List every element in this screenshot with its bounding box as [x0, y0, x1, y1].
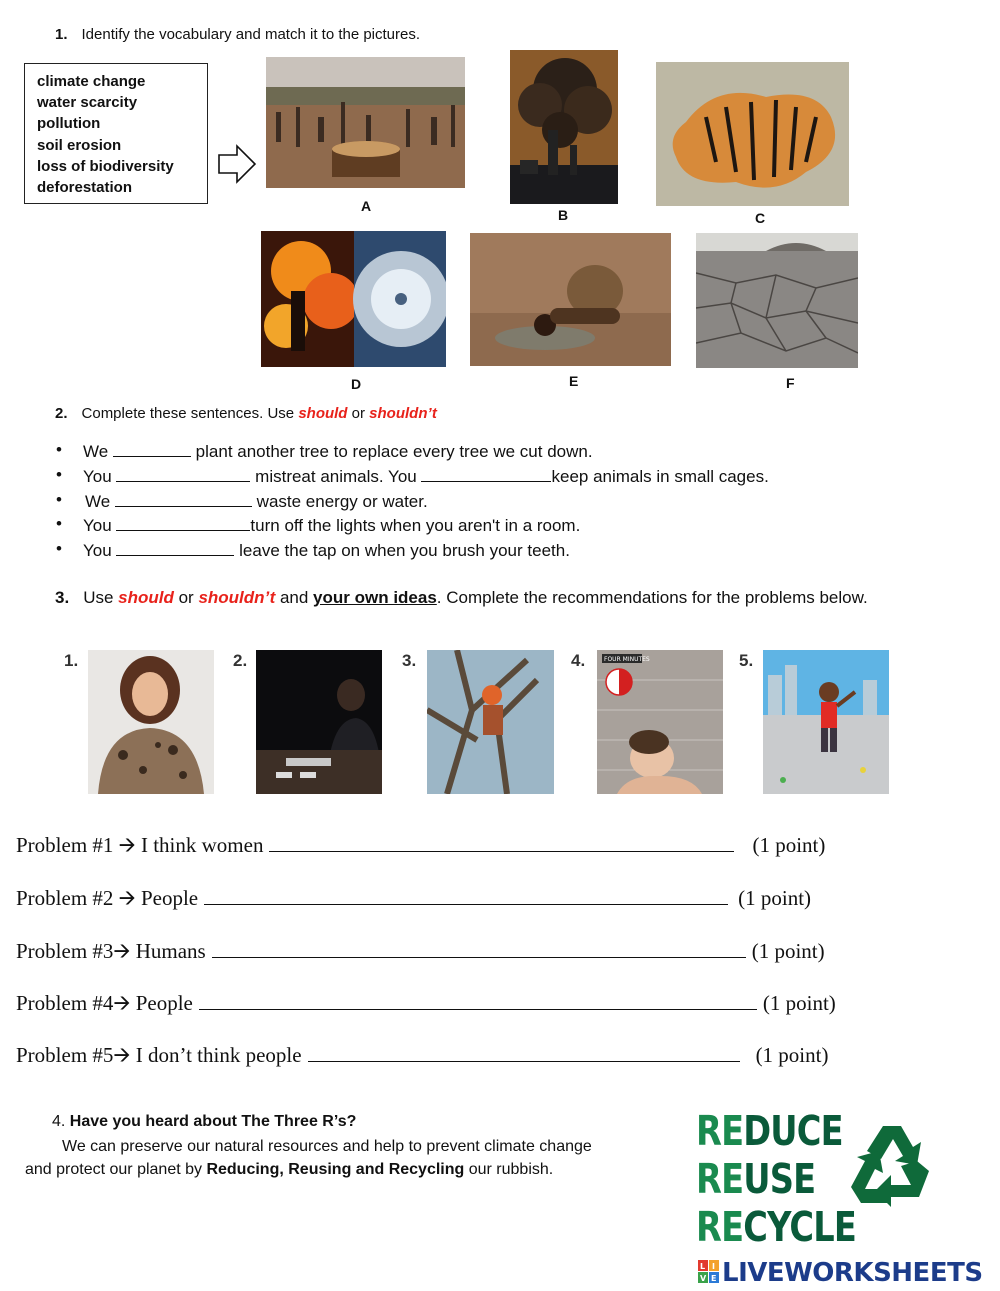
letter-d: D — [351, 376, 362, 392]
shower-timer-label: FOUR MINUTES — [604, 656, 650, 663]
bullet-4: • — [56, 514, 62, 533]
picture-3-tree-cutting — [427, 650, 554, 794]
logo-letter-e: E — [711, 1274, 717, 1283]
problem-5-answer-line[interactable] — [308, 1043, 740, 1062]
letter-b: B — [558, 207, 569, 223]
reduce-rest: DUCE — [743, 1107, 843, 1155]
blank-2b[interactable] — [421, 465, 551, 482]
bullet-5: • — [56, 539, 62, 558]
arrow-right-icon — [217, 143, 257, 185]
q4-line-2 — [25, 1161, 553, 1179]
q3-should: should — [118, 588, 174, 607]
q2-heading — [55, 405, 437, 422]
reuse-re: RE — [696, 1155, 744, 1203]
reduce-word — [696, 1107, 843, 1155]
liveworksheets-brand[interactable]: LIVEWORKSHEETS — [722, 1258, 983, 1288]
picture-number-4: 4. — [571, 651, 586, 670]
blank-1[interactable] — [113, 440, 191, 457]
blank-2a[interactable] — [116, 465, 250, 482]
q4-line-2-post: our rubbish. — [464, 1161, 554, 1178]
problem-2-answer-line[interactable] — [204, 886, 728, 905]
problem-3-points: (1 point) — [751, 939, 825, 963]
q3-shouldnt: shouldn’t — [198, 588, 276, 607]
vocab-loss-of-biodiversity: loss of biodiversity — [37, 157, 174, 175]
picture-2-computer-at-night — [256, 650, 382, 794]
vocab-climate-change: climate change — [37, 73, 146, 90]
letter-c: C — [755, 210, 766, 226]
problem-2-label: Problem #2 🡪 People — [16, 886, 199, 910]
problem-1-answer-line[interactable] — [269, 833, 734, 852]
problem-1-points: (1 point) — [752, 833, 826, 857]
q3-use: Use — [83, 588, 119, 607]
bullet-2: • — [56, 465, 62, 484]
picture-b-pollution — [510, 50, 618, 204]
picture-d-climate-change — [261, 231, 446, 367]
picture-number-3: 3. — [402, 651, 417, 670]
picture-4-long-shower — [597, 650, 723, 794]
blank-3[interactable] — [115, 490, 252, 507]
sentence-2-middle: mistreat animals. You — [255, 467, 417, 486]
vocabulary-box — [24, 63, 208, 204]
vocab-pollution: pollution — [37, 115, 101, 133]
problem-5 — [16, 1041, 828, 1076]
problem-3 — [16, 937, 825, 972]
sentence-5-rest: leave the tap on when you brush your teeth. — [239, 541, 570, 560]
problem-1-label: Problem #1 🡪 I think women — [16, 833, 264, 857]
problem-2-points: (1 point) — [738, 886, 812, 910]
recycle-icon — [843, 1121, 938, 1213]
picture-1-fur-coat — [88, 650, 214, 794]
problem-5-points: (1 point) — [755, 1043, 829, 1067]
q4-line-2-bold: Reducing, Reusing and Recycling — [206, 1161, 465, 1178]
sentence-4-rest: turn off the lights when you aren't in a room. — [250, 516, 581, 535]
picture-c-loss-of-biodiversity — [656, 62, 849, 206]
q2-or: or — [347, 405, 370, 422]
bullet-3: • — [56, 490, 62, 509]
logo-letter-l: L — [700, 1262, 706, 1271]
q4-section — [25, 1113, 592, 1178]
blank-4[interactable] — [116, 514, 250, 531]
sentence-3-subject: We — [85, 492, 111, 511]
problem-3-answer-line[interactable] — [212, 939, 746, 958]
reuse-word — [696, 1155, 815, 1203]
sentence-4-subject: You — [83, 516, 112, 535]
picture-5-littering — [763, 650, 889, 794]
q3-rest: . Complete the recommendations for the problems below. — [436, 588, 868, 607]
picture-number-1: 1. — [64, 651, 79, 670]
letter-e: E — [569, 373, 579, 389]
picture-a-deforestation — [266, 57, 465, 188]
sentence-1-subject: We — [83, 442, 109, 461]
problem-1 — [16, 831, 825, 866]
problem-5-label: Problem #5🡪 I don’t think people — [16, 1043, 302, 1067]
q1-heading — [55, 26, 420, 43]
q1-number: 1. — [55, 26, 68, 43]
q3-heading — [55, 588, 868, 608]
vocab-deforestation: deforestation — [37, 179, 133, 197]
q2-should: should — [298, 405, 348, 422]
recycle-re: RE — [696, 1203, 744, 1251]
sentence-5-subject: You — [83, 541, 112, 560]
vocab-water-scarcity: water scarcity — [37, 94, 138, 112]
picture-e-water-scarcity — [470, 233, 671, 366]
problem-4-points: (1 point) — [762, 991, 836, 1015]
q2-instruction: Complete these sentences. Use — [81, 405, 299, 422]
bullet-1: • — [56, 440, 62, 459]
q3-number: 3. — [55, 588, 70, 607]
recycle-word — [696, 1203, 856, 1251]
recycle-rest: CYCLE — [743, 1203, 857, 1251]
q3-and: and — [275, 588, 314, 607]
sentence-2-subject: You — [83, 467, 112, 486]
reduce-re: RE — [696, 1107, 744, 1155]
problem-4 — [16, 989, 836, 1024]
picture-number-5: 5. — [739, 651, 754, 670]
q2-number: 2. — [55, 405, 68, 422]
logo-letter-i: I — [712, 1262, 715, 1271]
q4-line-2-pre: and protect our planet by — [25, 1161, 207, 1178]
problem-4-answer-line[interactable] — [199, 991, 757, 1010]
picture-number-2: 2. — [233, 651, 248, 670]
logo-letter-v: V — [700, 1274, 707, 1283]
q4-number: 4. — [52, 1113, 70, 1130]
blank-5[interactable] — [116, 539, 234, 556]
q1-instruction: Identify the vocabulary and match it to the pictures. — [81, 26, 421, 43]
problem-3-label: Problem #3🡪 Humans — [16, 939, 206, 963]
sentence-2-rest: keep animals in small cages. — [551, 467, 769, 486]
liveworksheets-logo-icon — [698, 1260, 720, 1284]
q3-own-ideas: your own ideas — [313, 588, 437, 607]
letter-a: A — [361, 198, 372, 214]
q2-shouldnt: shouldn’t — [369, 405, 437, 422]
q3-or: or — [173, 588, 199, 607]
q4-line-1: We can preserve our natural resources and help to prevent climate change — [62, 1138, 592, 1155]
sentence-1-rest: plant another tree to replace every tree we cut down. — [195, 442, 593, 461]
vocab-soil-erosion: soil erosion — [37, 136, 122, 154]
problem-2 — [16, 884, 811, 919]
reuse-rest: USE — [743, 1155, 816, 1203]
q4-title: Have you heard about The Three R’s? — [69, 1113, 357, 1130]
q4-heading — [52, 1113, 356, 1131]
sentence-3-rest: waste energy or water. — [256, 492, 428, 511]
picture-f-soil-erosion — [696, 233, 858, 368]
letter-f: F — [786, 375, 795, 391]
problem-4-label: Problem #4🡪 People — [16, 991, 193, 1015]
three-rs-logo — [688, 1103, 941, 1255]
